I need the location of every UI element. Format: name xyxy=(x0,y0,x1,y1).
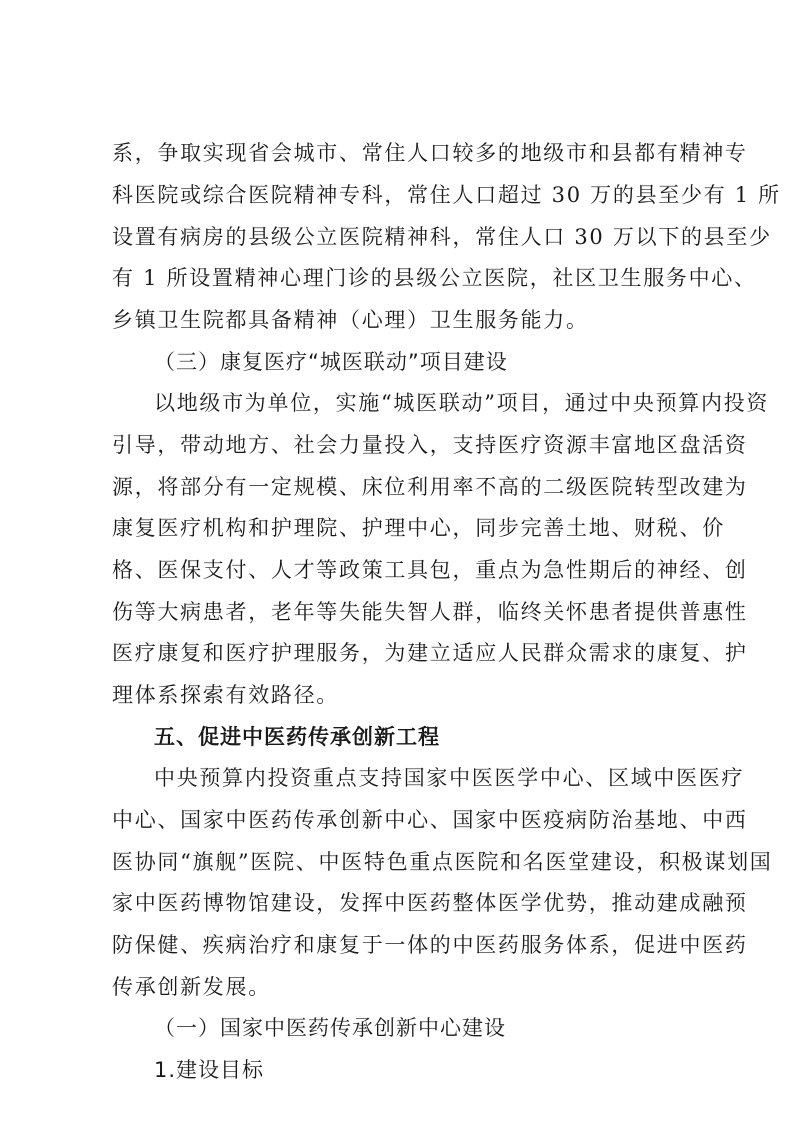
paragraph-line: 医协同“旗舰”医院、中医特色重点医院和名医堂建设，积极谋划国 xyxy=(112,850,773,874)
paragraph-line: 康复医疗机构和护理院、护理中心，同步完善土地、财税、价 xyxy=(112,516,725,540)
paragraph-line: 源，将部分有一定规模、床位利用率不高的二级医院转型改建为 xyxy=(112,475,748,499)
paragraph-line: 理体系探索有效路径。 xyxy=(112,683,339,707)
paragraph-line: 中央预算内投资重点支持国家中医医学中心、区域中医医疗 xyxy=(154,766,745,790)
paragraph-line: 防保健、疾病治疗和康复于一体的中医药服务体系，促进中医药 xyxy=(112,933,748,957)
section-heading-3: （三）康复医疗“城医联动”项目建设 xyxy=(154,350,508,374)
paragraph-line: 家中医药博物馆建设，发挥中医药整体医学优势，推动建成融预 xyxy=(112,891,748,915)
paragraph-line: 设置有病房的县级公立医院精神科，常住人口 30 万以下的县至少 xyxy=(112,225,772,249)
paragraph-line: 引导，带动地方、社会力量投入，支持医疗资源丰富地区盘活资 xyxy=(112,433,748,457)
paragraph-line: 以地级市为单位，实施“城医联动”项目，通过中央预算内投资 xyxy=(154,391,770,415)
paragraph-line: 医疗康复和医疗护理服务，为建立适应人民群众需求的康复、护 xyxy=(112,641,748,665)
paragraph-line: 中心、国家中医药传承创新中心、国家中医疫病防治基地、中西 xyxy=(112,808,748,832)
paragraph-line: 格、医保支付、人才等政策工具包，重点为急性期后的神经、创 xyxy=(112,558,748,582)
paragraph-line: 科医院或综合医院精神专科，常住人口超过 30 万的县至少有 1 所 xyxy=(112,183,781,207)
paragraph-line: 传承创新发展。 xyxy=(112,975,271,999)
paragraph-line: 有 1 所设置精神心理门诊的县级公立医院，社区卫生服务中心、 xyxy=(112,266,757,290)
paragraph-line: 伤等大病患者，老年等失能失智人群，临终关怀患者提供普惠性 xyxy=(112,600,748,624)
paragraph-line: 系，争取实现省会城市、常住人口较多的地级市和县都有精神专 xyxy=(112,141,748,165)
chapter-heading-5: 五、促进中医药传承创新工程 xyxy=(154,725,440,749)
paragraph-line: 乡镇卫生院都具备精神（心理）卫生服务能力。 xyxy=(112,308,589,332)
section-heading-1: （一）国家中医药传承创新中心建设 xyxy=(154,1016,506,1040)
subsection-heading: 1.建设目标 xyxy=(154,1058,265,1082)
